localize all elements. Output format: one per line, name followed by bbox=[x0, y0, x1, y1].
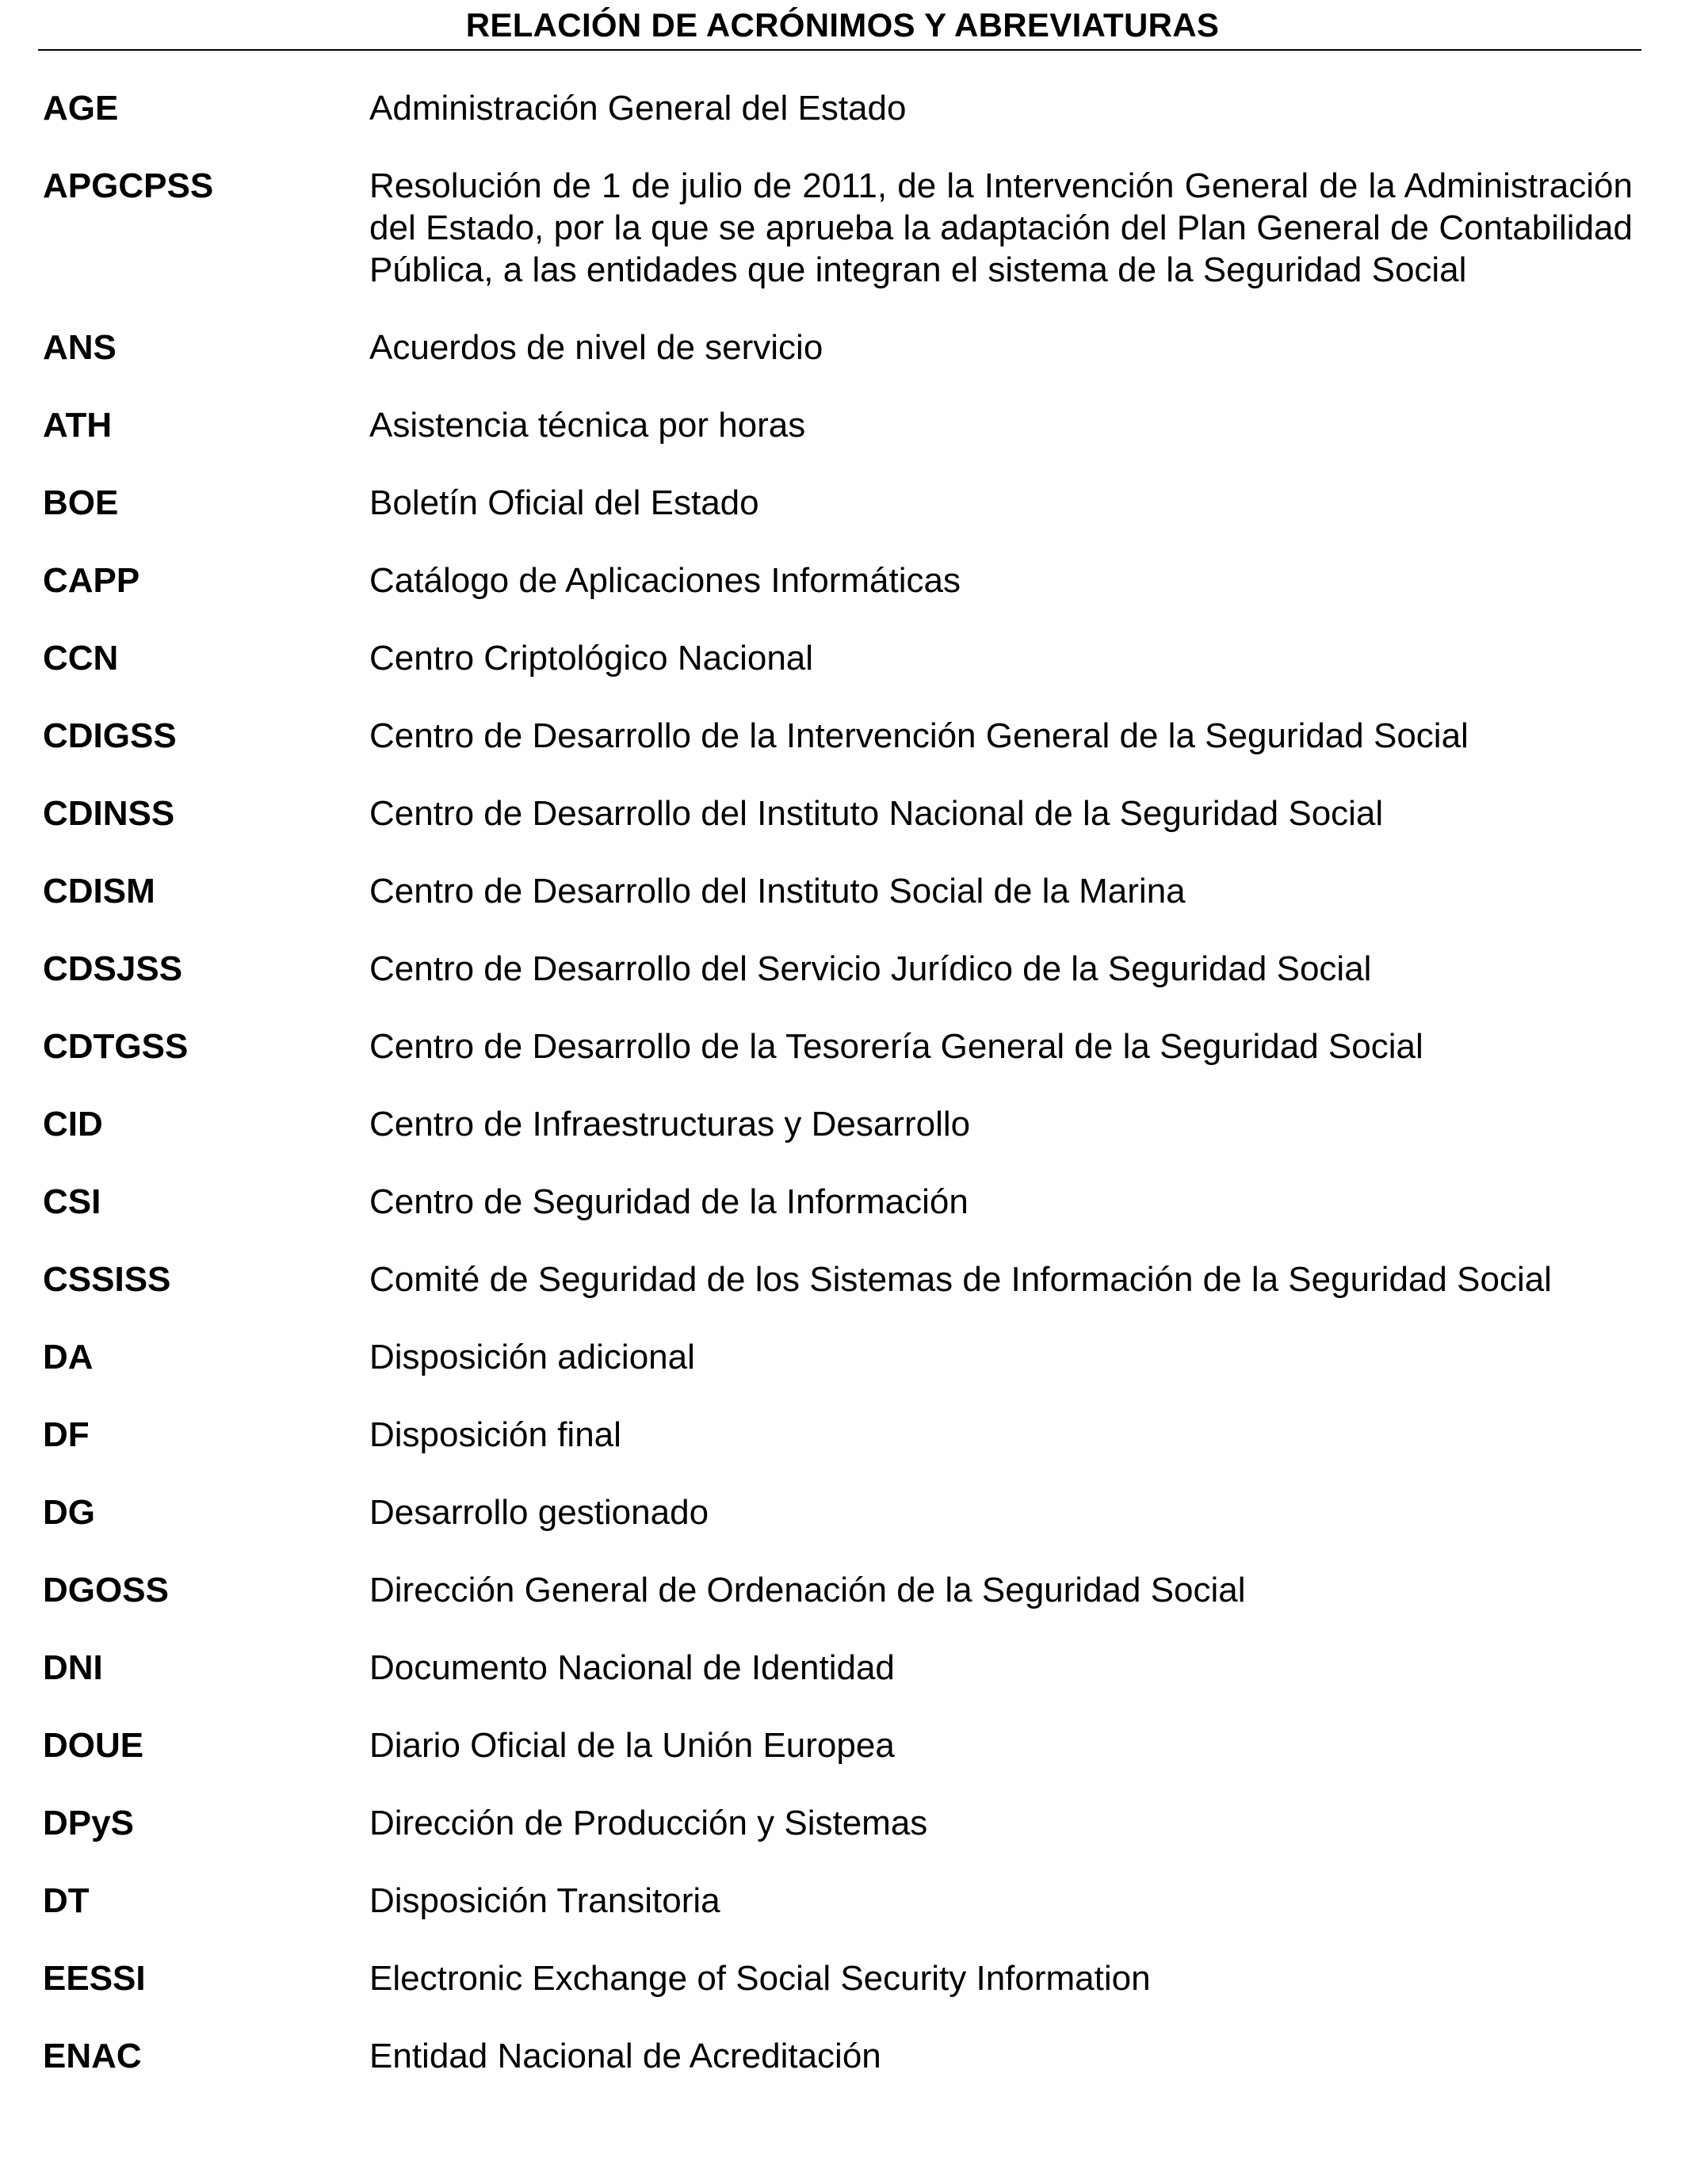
acronym-entry bbox=[43, 792, 1636, 834]
acronym-definition: Entidad Nacional de Acreditación bbox=[369, 2037, 881, 2075]
acronym-entry bbox=[43, 637, 1636, 679]
acronym-term: CDISM bbox=[43, 872, 155, 911]
acronym-term: CCN bbox=[43, 639, 119, 678]
acronym-entry bbox=[43, 326, 1636, 368]
acronym-term: DA bbox=[43, 1338, 94, 1376]
acronym-term: CSI bbox=[43, 1182, 101, 1221]
acronym-term: DGOSS bbox=[43, 1571, 169, 1609]
acronym-entry bbox=[43, 1181, 1636, 1223]
title-underline bbox=[38, 49, 1641, 51]
acronym-definition: Centro Criptológico Nacional bbox=[369, 639, 814, 678]
acronym-definition: Administración General del Estado bbox=[369, 89, 907, 128]
acronym-entry bbox=[43, 482, 1636, 524]
acronym-term: DT bbox=[43, 1881, 90, 1920]
acronym-entry bbox=[43, 870, 1636, 912]
acronym-definition: Centro de Desarrollo del Servicio Jurídico de la Seguridad Social bbox=[369, 949, 1372, 988]
acronym-definition: Centro de Desarrollo de la Intervención General de la Seguridad Social bbox=[369, 716, 1469, 755]
acronym-definition: Electronic Exchange of Social Security Information bbox=[369, 1959, 1151, 1998]
acronym-definition: Boletín Oficial del Estado bbox=[369, 483, 759, 522]
acronym-term: CID bbox=[43, 1105, 103, 1144]
acronym-definition: Centro de Desarrollo de la Tesorería General de la Seguridad Social bbox=[369, 1027, 1423, 1066]
acronym-term: AGE bbox=[43, 89, 119, 128]
acronym-term: EESSI bbox=[43, 1959, 146, 1998]
acronym-definition: Centro de Seguridad de la Información bbox=[369, 1182, 969, 1221]
acronym-term: CAPP bbox=[43, 561, 140, 600]
acronym-term: ANS bbox=[43, 328, 117, 367]
acronym-definition: Dirección General de Ordenación de la Seguridad Social bbox=[369, 1571, 1246, 1609]
acronym-term: APGCPSS bbox=[43, 166, 214, 205]
page-title: RELACIÓN DE ACRÓNIMOS Y ABREVIATURAS bbox=[465, 6, 1220, 44]
acronym-definition: Disposición final bbox=[369, 1415, 621, 1454]
acronym-term: DNI bbox=[43, 1648, 103, 1687]
acronym-definition: Desarrollo gestionado bbox=[369, 1493, 709, 1532]
acronym-definition: Documento Nacional de Identidad bbox=[369, 1648, 895, 1687]
acronym-term: ATH bbox=[43, 406, 113, 445]
acronym-term: CDTGSS bbox=[43, 1027, 189, 1066]
acronym-entry bbox=[43, 559, 1636, 601]
acronym-definition: Acuerdos de nivel de servicio bbox=[369, 328, 823, 367]
acronym-entry bbox=[43, 1647, 1636, 1689]
acronym-term: CDIGSS bbox=[43, 716, 177, 755]
acronym-list bbox=[43, 87, 1636, 2113]
acronym-term: ENAC bbox=[43, 2037, 142, 2075]
acronym-definition: Catálogo de Aplicaciones Informáticas bbox=[369, 561, 961, 600]
acronym-entry bbox=[43, 1880, 1636, 1922]
acronym-term: DOUE bbox=[43, 1726, 144, 1765]
acronym-definition: Asistencia técnica por horas bbox=[369, 406, 806, 445]
acronym-definition: Disposición adicional bbox=[369, 1338, 695, 1376]
acronym-entry bbox=[43, 948, 1636, 990]
acronym-entry bbox=[43, 87, 1636, 129]
acronym-entry bbox=[43, 1025, 1636, 1067]
acronym-term: DF bbox=[43, 1415, 90, 1454]
acronym-definition: Disposición Transitoria bbox=[369, 1881, 720, 1920]
acronym-definition: Centro de Desarrollo del Instituto Nacional de la Seguridad Social bbox=[369, 794, 1384, 833]
acronym-entry bbox=[43, 165, 1636, 291]
acronym-entry bbox=[43, 1258, 1636, 1300]
acronym-entry bbox=[43, 1103, 1636, 1145]
acronym-entry bbox=[43, 1724, 1636, 1766]
acronym-term: BOE bbox=[43, 483, 119, 522]
acronym-definition: Dirección de Producción y Sistemas bbox=[369, 1804, 928, 1842]
acronym-entry bbox=[43, 1957, 1636, 1999]
acronym-entry bbox=[43, 1802, 1636, 1844]
acronym-term: CDSJSS bbox=[43, 949, 183, 988]
acronym-definition: Diario Oficial de la Unión Europea bbox=[369, 1726, 895, 1765]
acronym-entry bbox=[43, 2035, 1636, 2077]
acronym-entry bbox=[43, 1336, 1636, 1378]
acronym-definition: Comité de Seguridad de los Sistemas de Información de la Seguridad Social bbox=[369, 1260, 1552, 1299]
acronym-entry bbox=[43, 1569, 1636, 1611]
acronym-entry bbox=[43, 1414, 1636, 1456]
acronym-definition: Centro de Infraestructuras y Desarrollo bbox=[369, 1105, 971, 1144]
acronym-term: CSSISS bbox=[43, 1260, 171, 1299]
acronym-definition: Resolución de 1 de julio de 2011, de la Intervención General de la Administración del Estado, por la que se aprueba la adaptación del Plan General de Contabilidad Pública, a las entidades que integran el sistema de la Seguridad Social bbox=[369, 166, 1633, 289]
acronym-term: DPyS bbox=[43, 1804, 134, 1842]
acronym-term: CDINSS bbox=[43, 794, 175, 833]
acronym-entry bbox=[43, 715, 1636, 757]
acronym-term: DG bbox=[43, 1493, 95, 1532]
acronym-definition: Centro de Desarrollo del Instituto Social de la Marina bbox=[369, 872, 1186, 911]
acronym-entry bbox=[43, 404, 1636, 446]
acronym-entry bbox=[43, 1491, 1636, 1533]
